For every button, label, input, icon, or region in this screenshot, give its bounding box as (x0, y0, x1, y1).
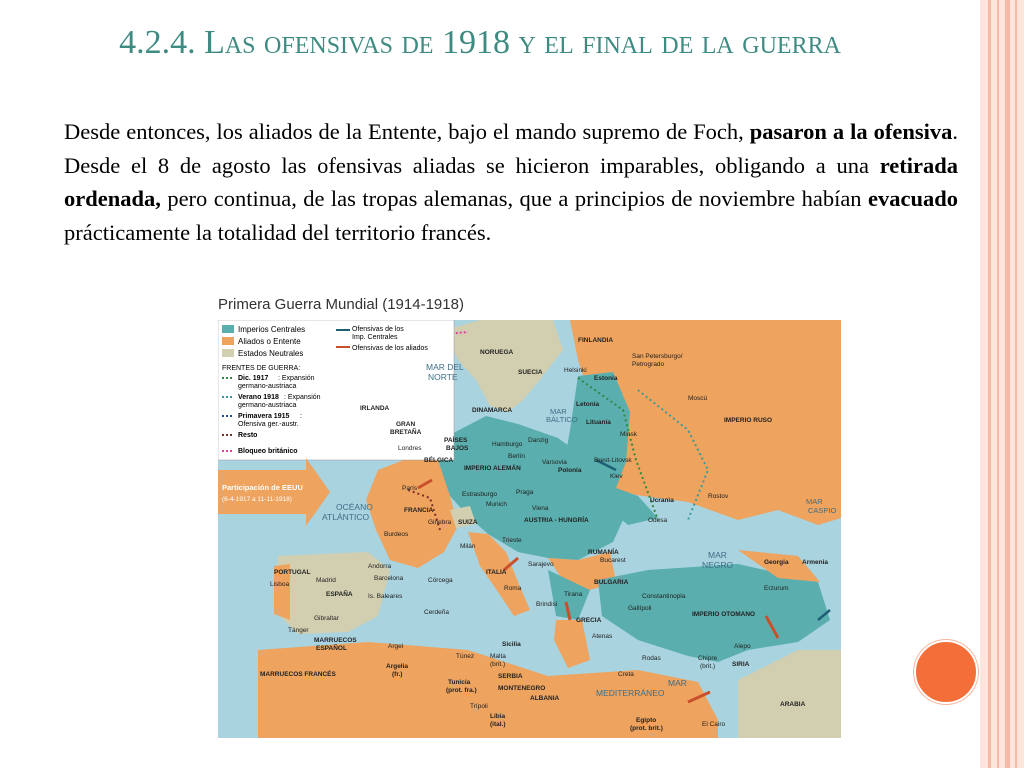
label-tunicia-2: (prot. fra.) (446, 687, 477, 694)
label-viena: Viena (532, 505, 549, 512)
label-danzig: Danzig (528, 437, 549, 444)
label-sarajevo: Sarajevo (528, 561, 554, 568)
label-londres: Londres (398, 445, 422, 452)
paragraph-text-4: prácticamente la totalidad del territorio francés. (64, 219, 492, 245)
label-burdeos: Burdeos (384, 531, 409, 538)
legend-swatch-entente (222, 337, 234, 345)
label-paises-bajos-2: BAJOS (446, 445, 469, 452)
label-madrid: Madrid (316, 577, 336, 584)
label-el-cairo: El Cairo (702, 721, 726, 728)
label-marruecos-esp-2: ESPAÑOL (316, 645, 347, 652)
label-brindisi: Brindisi (536, 601, 558, 608)
legend-1918-b: : Expansión (284, 394, 321, 401)
sea-caspian-2: CASPIO (808, 506, 837, 515)
label-noruega: NORUEGA (480, 349, 514, 356)
map-canvas (218, 320, 841, 738)
usa-line-2: (6-4-1917 a 11-11-1918) (222, 496, 292, 503)
paragraph-text-1: Desde entonces, los aliados de la Entente, bajo el mando supremo de Foch, (64, 119, 750, 144)
label-estrasburgo: Estrasburgo (462, 491, 498, 498)
label-trieste: Trieste (502, 537, 522, 544)
label-andorra: Andorra (368, 563, 392, 570)
label-alepo: Alepo (734, 643, 751, 650)
label-letonia: Letonia (576, 401, 600, 408)
label-san-petersburgo-2: Petrogrado (632, 361, 665, 368)
usa-line-1: Participación de EEUU (222, 483, 303, 492)
sea-caspian-1: MAR (806, 497, 823, 506)
label-suiza: SUIZA (458, 519, 478, 526)
label-belgica: BÉLGICA (424, 457, 454, 464)
sea-north-1: MAR DEL (426, 362, 464, 372)
slide-paragraph (64, 115, 958, 249)
label-imperio-ruso: IMPERIO RUSO (724, 417, 773, 424)
label-roma: Roma (504, 585, 522, 592)
label-imperio-otomano: IMPERIO OTOMANO (692, 611, 756, 618)
label-argelia-2: (fr.) (392, 671, 403, 678)
sea-black-2: NEGRO (702, 560, 734, 570)
label-francia: FRANCIA (404, 507, 434, 514)
map-title: Primera Guerra Mundial (1914-1918) (218, 296, 464, 313)
slide-title: 4.2.4. Las ofensivas de 1918 y el final de la guerra (119, 24, 841, 61)
label-siria: SIRIA (732, 661, 750, 668)
label-corcega: Córcega (428, 577, 453, 584)
label-tanger: Tánger (288, 627, 309, 634)
label-austria-hungria: AUSTRIA - HUNGRÍA (524, 517, 589, 524)
label-kiev: Kiev (610, 473, 623, 480)
legend-rest: Resto (238, 432, 258, 439)
legend-1915-b: : (300, 413, 302, 420)
label-lituania: Lituania (586, 419, 611, 426)
label-constantinopla: Constantinopla (642, 593, 686, 600)
legend-offensive-central-2: Imp. Centrales (352, 334, 398, 341)
label-praga: Praga (516, 489, 534, 496)
label-baleares: Is. Baleares (368, 593, 403, 600)
label-arabia: ARABIA (780, 701, 806, 708)
label-bucarest: Bucarest (600, 557, 626, 564)
legend-1915-c: Ofensiva ger.-austr. (238, 421, 299, 428)
label-rumania: RUMANÍA (588, 549, 619, 556)
label-paises-bajos-1: PAÍSES (444, 437, 468, 444)
legend-1917-c: germano-austriaca (238, 383, 297, 390)
label-hamburgo: Hamburgo (492, 441, 523, 448)
legend-entente: Aliados o Entente (238, 337, 301, 346)
label-rodas: Rodas (642, 655, 661, 662)
label-albania: ALBANIA (530, 695, 560, 702)
label-gallipoli: Gallípoli (628, 605, 652, 612)
decorative-stripes (980, 0, 1024, 768)
paragraph-bold-2: retirada ordenada, (64, 152, 958, 211)
sea-black-1: MAR (708, 550, 727, 560)
label-san-petersburgo-1: San Petersburgo/ (632, 353, 683, 360)
label-polonia: Polonia (558, 467, 582, 474)
label-paris: París (402, 485, 418, 492)
label-irlanda: IRLANDA (360, 405, 390, 412)
label-argel: Argel (388, 643, 404, 650)
legend-1917-b: : Expansión (278, 375, 315, 382)
label-atenas: Atenas (592, 633, 613, 640)
paragraph-text-3: pero continua, de las tropas alemanas, que a principios de noviembre habían (160, 186, 868, 211)
label-milan: Milán (460, 543, 476, 550)
label-espana: ESPAÑA (326, 591, 353, 598)
label-marruecos-fr: MARRUECOS FRANCÉS (260, 671, 336, 678)
label-libia-1: Libia (490, 713, 506, 720)
legend-1918-c: germano-austriaca (238, 402, 297, 409)
label-helsinki: Helsinki (564, 367, 587, 374)
label-tunicia-1: Tunicia (448, 679, 471, 686)
label-gibraltar: Gibraltar (314, 615, 339, 622)
sea-baltic-1: MAR (550, 407, 567, 416)
label-montenegro: MONTENEGRO (498, 685, 546, 692)
label-chipre-1: Chipre (698, 655, 718, 662)
label-armenia: Armenia (802, 559, 829, 566)
legend-1918-a: Verano 1918 (238, 394, 279, 401)
label-egipto-2: (prot. brit.) (630, 725, 663, 732)
legend-1917-a: Dic. 1917 (238, 375, 269, 382)
sea-med-1: MAR (668, 678, 687, 688)
label-finlandia: FINLANDIA (578, 337, 614, 344)
label-minsk: Minsk (620, 431, 637, 438)
label-marruecos-esp-1: MARRUECOS (314, 637, 357, 644)
legend-swatch-neutral (222, 349, 234, 357)
legend-swatch-central (222, 325, 234, 333)
label-dinamarca: DINAMARCA (472, 407, 513, 414)
map-legend (218, 320, 454, 460)
label-sicilia: Sicilia (502, 641, 521, 648)
label-italia: ITALIA (486, 569, 507, 576)
legend-fronts-title: FRENTES DE GUERRA: (222, 365, 301, 372)
label-erzurum: Erzurum (764, 585, 789, 592)
label-tunez: Túnez (456, 653, 475, 660)
paragraph-text-2: . Desde el 8 de agosto las ofensivas aliadas se hicieron imparables, obligando a una (64, 119, 958, 178)
label-malta-1: Malta (490, 653, 506, 660)
label-imperio-aleman: IMPERIO ALEMÁN (464, 465, 521, 472)
label-ucrania: Ucrania (650, 497, 674, 504)
paragraph-bold-1: pasaron a la ofensiva (749, 119, 953, 144)
label-ginebra: Ginebra (428, 519, 452, 526)
label-creta: Creta (618, 671, 634, 678)
label-estonia: Estonia (594, 375, 618, 382)
label-tirana: Tirana (564, 591, 583, 598)
decorative-orange-circle (914, 640, 978, 704)
label-serbia: SERBIA (498, 673, 523, 680)
sea-atlantic-1: OCÉANO (336, 502, 373, 512)
label-moscu: Moscú (688, 395, 708, 402)
label-grecia: GRECIA (576, 617, 602, 624)
label-suecia: SUECIA (518, 369, 543, 376)
sea-atlantic-2: ATLÁNTICO (322, 512, 370, 522)
label-munich: Munich (486, 501, 507, 508)
label-egipto-1: Egipto (636, 717, 657, 724)
ww1-map (218, 296, 841, 738)
label-odesa: Odesa (648, 517, 668, 524)
label-chipre-2: (brit.) (700, 663, 716, 670)
label-georgia: Georgia (764, 559, 789, 566)
paragraph-bold-3: evacuado (868, 186, 958, 211)
label-barcelona: Barcelona (374, 575, 404, 582)
sea-north-2: NORTE (428, 372, 458, 382)
legend-offensive-central-1: Ofensivas de los (352, 326, 404, 333)
legend-blockade: Bloqueo británico (238, 448, 298, 455)
label-libia-2: (ital.) (490, 721, 506, 728)
sea-med-2: MEDITERRÁNEO (596, 688, 665, 698)
label-cerdena: Cerdeña (424, 609, 449, 616)
label-gran-bretana-2: BRETAÑA (390, 429, 422, 436)
label-varsovia: Varsovia (542, 459, 567, 466)
label-malta-2: (brit.) (490, 661, 506, 668)
label-argelia-1: Argelia (386, 663, 409, 670)
label-lisboa: Lisboa (270, 581, 290, 588)
legend-offensive-allied: Ofensivas de los aliados (352, 345, 428, 352)
sea-baltic-2: BÁLTICO (546, 415, 578, 424)
label-brest: Brest-Litovsk (594, 457, 632, 464)
legend-neutral: Estados Neutrales (238, 349, 304, 358)
label-portugal: PORTUGAL (274, 569, 311, 576)
label-berlin: Berlín (508, 453, 525, 460)
label-bulgaria: BULGARIA (594, 579, 629, 586)
legend-1915-a: Primavera 1915 (238, 413, 290, 420)
label-gran-bretana-1: GRAN (396, 421, 416, 428)
label-tripoli: Trípoli (470, 703, 488, 710)
legend-central: Imperios Centrales (238, 325, 306, 334)
label-rostov: Rostov (708, 493, 729, 500)
